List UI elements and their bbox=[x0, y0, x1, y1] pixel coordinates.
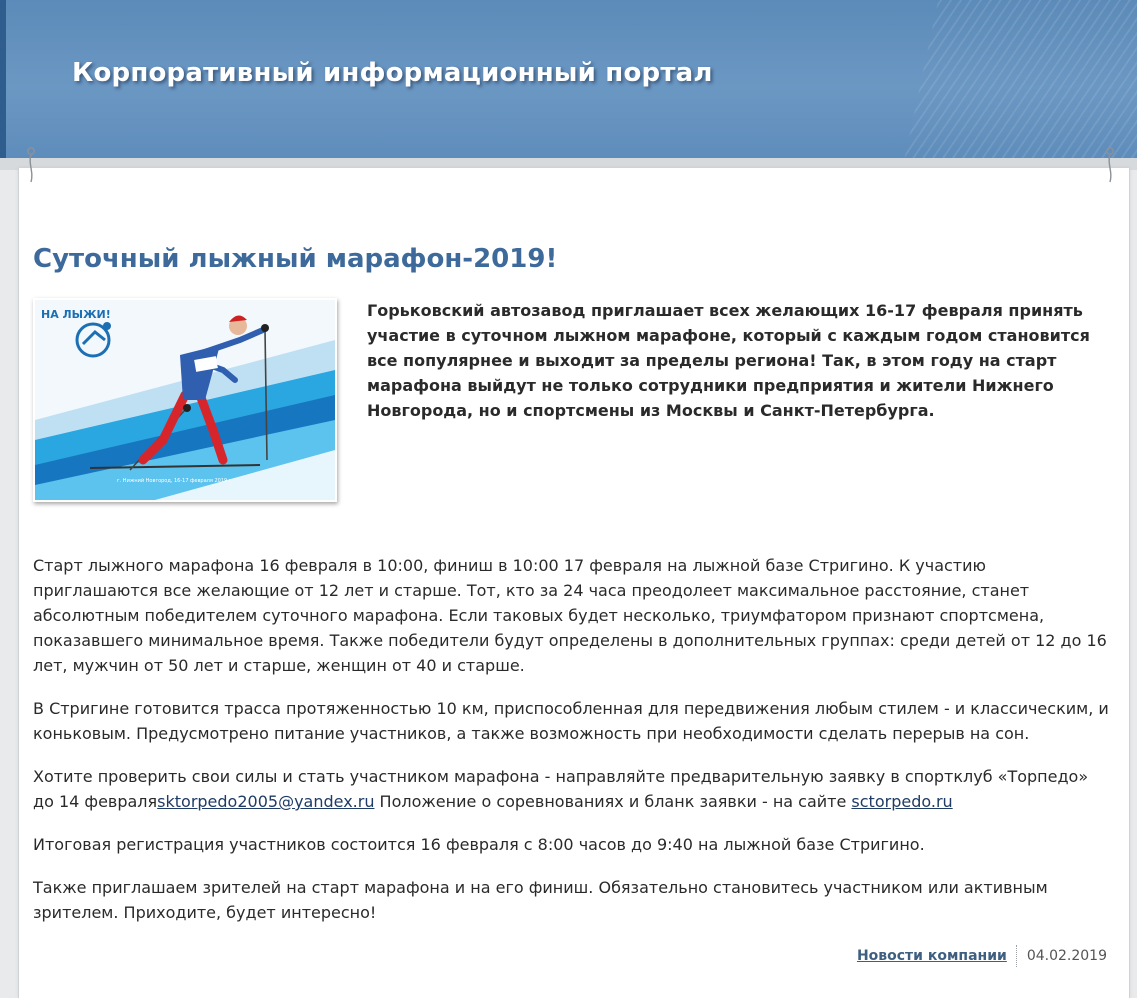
pin-icon-right bbox=[1105, 146, 1115, 184]
portal-header bbox=[0, 0, 1137, 158]
paragraph-5: Также приглашаем зрителей на старт марафона и на его финиш. Обязательно становитесь участником или активным зрителем. Приходите, будет интересно! bbox=[33, 878, 1048, 922]
paragraph-3-middle: Положение о соревнованиях и бланк заявки - на сайте bbox=[374, 792, 852, 811]
email-link[interactable]: sktorpedo2005@yandex.ru bbox=[157, 792, 375, 811]
article-lead: Горьковский автозавод приглашает всех желающих 16-17 февраля принять участие в суточном лыжном марафоне, который с каждым годом становится все популярнее и выходит за пределы региона! Так, в этом году на старт марафона выйдут не только сотрудники предприятия и жители Нижнего Новгорода, но и спортсмены из Москвы и Санкт-Петербурга. bbox=[367, 301, 1090, 420]
article-title: Суточный лыжный марафон-2019! bbox=[33, 244, 558, 274]
poster-caption: г. Нижний Новгород, 16-17 февраля 2019 г. bbox=[117, 478, 233, 484]
header-edge bbox=[0, 0, 6, 158]
paragraph-3 bbox=[33, 764, 1113, 814]
portal-title: Корпоративный информационный портал bbox=[72, 58, 713, 88]
publish-date: 04.02.2019 bbox=[1026, 948, 1107, 964]
paragraph-3-text: Хотите проверить свои силы и стать участником марафона - направляйте предварительную заявку в спортклуб «Торпедо» до 14 февраля bbox=[33, 767, 1089, 811]
paragraph-2: В Стригине готовится трасса протяженностью 10 км, приспособленная для передвижения любым стилем - и классическим, и коньковым. Предусмотрено питание участников, а также возможность при необходимости сделать перерыв на сон. bbox=[33, 699, 1109, 743]
footer-divider bbox=[1016, 945, 1018, 967]
category-link[interactable]: Новости компании bbox=[856, 948, 1007, 964]
skier-poster-illustration bbox=[35, 300, 335, 500]
paragraph-1: Старт лыжного марафона 16 февраля в 10:00, финиш в 10:00 17 февраля на лыжной базе Стригино. К участию приглашаются все желающие от 12 лет и старше. Тот, кто за 24 часа преодолеет максимальное расстояние, станет абсолютным победителем суточного марафона. Если таковых будет несколько, триумфатором признают спортсмена, показавшего минимальное время. Также победители будут определены в дополнительных группах: среди детей от 12 до 16 лет, мужчин от 50 лет и старше, женщин от 40 и старше. bbox=[33, 556, 1107, 675]
logo-text: НА ЛЫЖИ! bbox=[41, 308, 111, 321]
paragraph-4: Итоговая регистрация участников состоится 16 февраля с 8:00 часов до 9:40 на лыжной базе Стригино. bbox=[33, 835, 925, 854]
article-image bbox=[33, 298, 337, 502]
pin-icon-left bbox=[26, 146, 36, 184]
header-decoration bbox=[883, 0, 1137, 158]
article-body bbox=[33, 553, 1113, 943]
site-link[interactable]: sctorpedo.ru bbox=[851, 792, 953, 811]
article-footer bbox=[857, 945, 1107, 967]
